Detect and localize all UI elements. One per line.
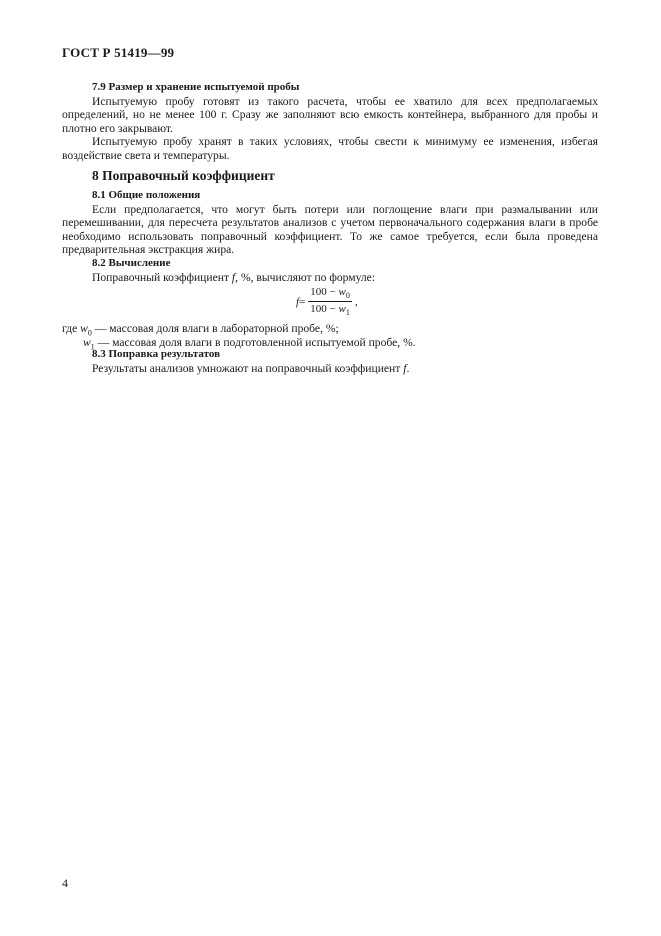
formula-legend-w0: где $w_0$ — массовая доля влаги в лабораторной пробе, %;	[62, 322, 339, 338]
formula-lhs: f	[296, 295, 300, 308]
formula-denominator: $100 - w_1$	[310, 303, 350, 318]
section-8-2-heading: 8.2 Вычисление	[92, 256, 171, 269]
variable-f: f	[403, 361, 407, 375]
section-8-body	[62, 189, 598, 284]
section-8-1-paragraph: Если предполагается, что могут быть потери или поглощение влаги при размалывании или перемешивании, для пересчета результатов анализов с учетом первоначального содержания влаги в пробе необходимо использовать поправочный коэффициент. То же самое требуется, если была проведена предварительная экстракция жира.	[62, 202, 598, 257]
variable-f: f	[231, 270, 236, 284]
section-8-1-heading: 8.1 Общие положения	[92, 189, 201, 201]
section-8-3-heading: 8.3 Поправка результатов	[92, 348, 221, 360]
legend-where: где	[62, 322, 78, 335]
formula-equals: =	[299, 295, 306, 308]
correction-formula	[296, 286, 358, 317]
section-8-title: 8 Поправочный коэффициент	[92, 168, 275, 183]
formula-legend-w1: $w_1$ — массовая доля влаги в подготовленной испытуемой пробе, %.	[83, 336, 416, 352]
section-8-2-intro: Поправочный коэффициент f, %, вычисляют по формуле:	[92, 270, 376, 284]
section-7-9	[62, 81, 598, 163]
section-8-3	[62, 348, 598, 375]
section-7-9-paragraph-2: Испытуемую пробу хранят в таких условиях, чтобы свести к минимуму ее изменения, избегая воздействие света и температуры.	[62, 135, 598, 162]
standard-header: ГОСТ Р 51419—99	[62, 45, 175, 60]
formula-fraction	[308, 286, 352, 317]
formula-numerator: $100 - w_0$	[310, 286, 350, 301]
formula-trailing-comma: ,	[354, 295, 358, 308]
section-7-9-heading: 7.9 Размер и хранение испытуемой пробы	[92, 81, 300, 93]
section-7-9-paragraph-1: Испытуемую пробу готовят из такого расчета, чтобы ее хватило для всех предполагаемых определений, но не менее 100 г. Сразу же заполняют всю емкость контейнера, выбранного для пробы и плотно его закрывают.	[62, 94, 598, 135]
page-number: 4	[62, 876, 68, 890]
section-8-3-paragraph: Результаты анализов умножают на поправочный коэффициент f.	[92, 361, 410, 375]
